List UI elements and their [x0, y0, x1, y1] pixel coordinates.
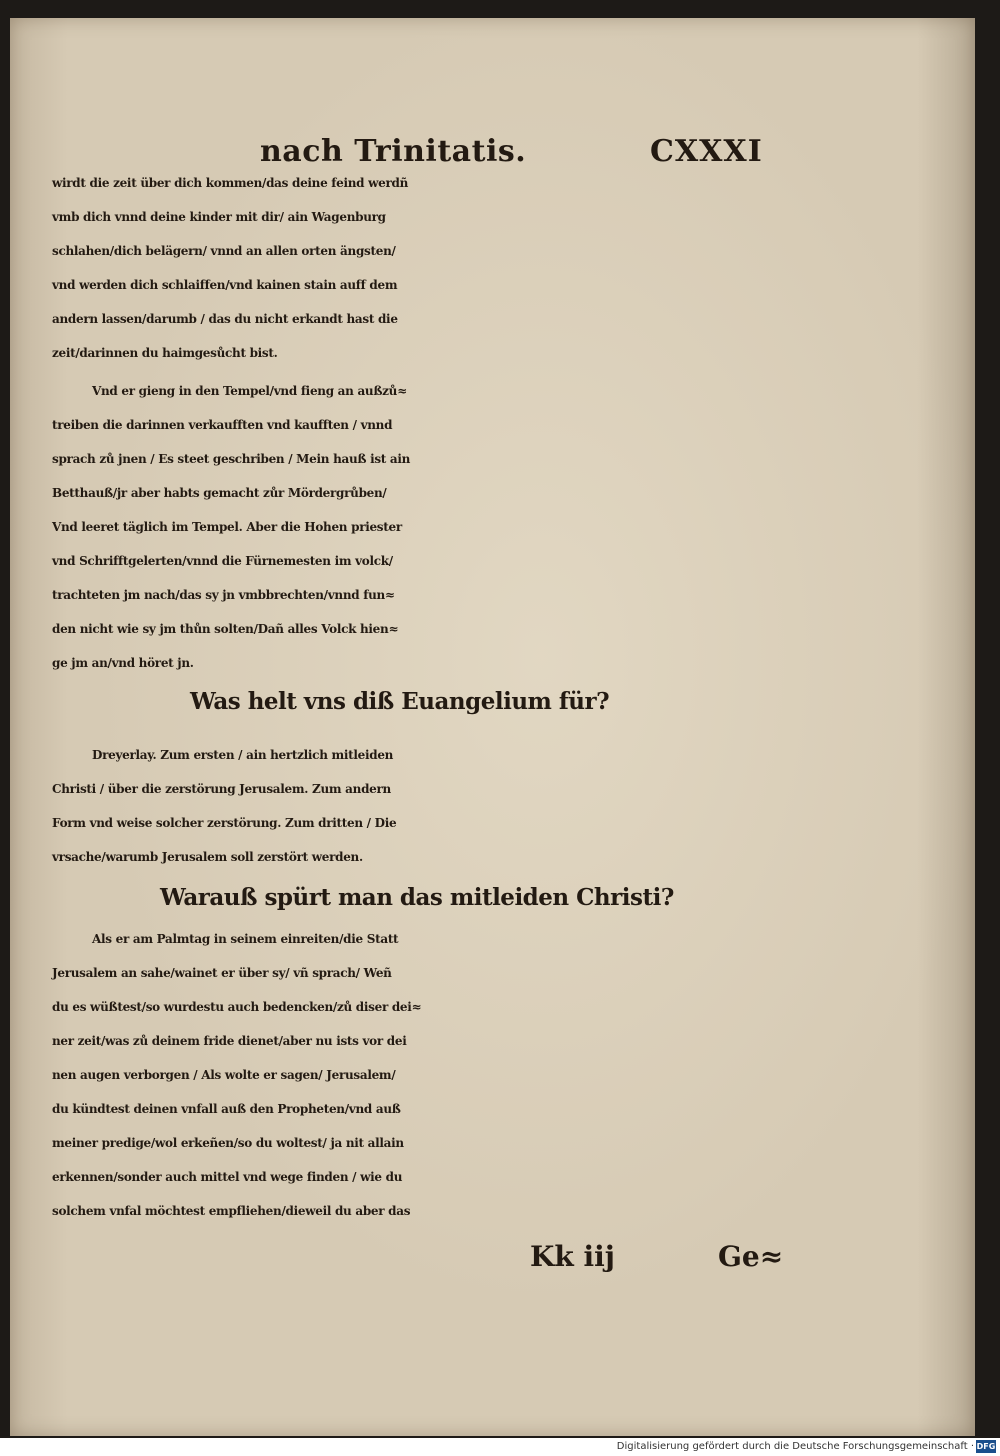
text-line: Vnd leeret täglich im Tempel. Aber die Hohen priester: [52, 520, 402, 534]
book-page-scan: [10, 18, 975, 1436]
text-line: ge jm an/vnd höret jn.: [52, 656, 194, 670]
text-line: du kündtest deinen vnfall auß den Propheten/vnd auß: [52, 1102, 401, 1116]
text-line: meiner predige/wol erkeñen/so du woltest/ ja nit allain: [52, 1136, 404, 1150]
text-line: treiben die darinnen verkaufften vnd kaufften / vnnd: [52, 418, 393, 432]
text-line: wirdt die zeit über dich kommen/das deine feind werdñ: [52, 176, 409, 190]
text-line: Christi / über die zerstörung Jerusalem. Zum andern: [52, 782, 391, 796]
folio-number: CXXXI: [650, 134, 763, 169]
running-title: nach Trinitatis.: [260, 134, 527, 169]
text-line: den nicht wie sy jm thůn solten/Dañ alles Volck hien≈: [52, 622, 399, 636]
section-heading: Warauß spürt man das mitleiden Christi?: [160, 884, 674, 911]
text-line: Dreyerlay. Zum ersten / ain hertzlich mitleiden: [92, 748, 394, 762]
signature-mark: Kk iij: [530, 1240, 615, 1273]
text-line: nen augen verborgen / Als wolte er sagen/ Jerusalem/: [52, 1068, 396, 1082]
text-line: du es wüßtest/so wurdestu auch bedencken/zů diser dei≈: [52, 1000, 422, 1014]
catchword: Ge≈: [718, 1240, 784, 1273]
dfg-logo-icon: DFG: [976, 1442, 996, 1451]
text-line: sprach zů jnen / Es steet geschriben / Mein hauß ist ain: [52, 452, 411, 466]
text-line: Vnd er gieng in den Tempel/vnd fieng an außzů≈: [92, 384, 407, 398]
text-line: vnd werden dich schlaiffen/vnd kainen stain auff dem: [52, 278, 398, 292]
text-line: Jerusalem an sahe/wainet er über sy/ vñ sprach/ Weñ: [52, 966, 392, 980]
text-line: trachteten jm nach/das sy jn vmbbrechten/vnnd fun≈: [52, 588, 395, 602]
text-line: vnd Schrifftgelerten/vnnd die Fürnemesten im volck/: [52, 554, 393, 568]
text-line: zeit/darinnen du haimgesůcht bist.: [52, 346, 278, 360]
text-line: vmb dich vnnd deine kinder mit dir/ ain Wagenburg: [52, 210, 386, 224]
section-heading: Was helt vns diß Euangelium für?: [190, 688, 610, 715]
text-line: Form vnd weise solcher zerstörung. Zum dritten / Die: [52, 816, 397, 830]
text-line: erkennen/sonder auch mittel vnd wege finden / wie du: [52, 1170, 403, 1184]
text-line: Betthauß/jr aber habts gemacht zůr Mördergrůben/: [52, 486, 387, 500]
text-line: ner zeit/was zů deinem fride dienet/aber nu ists vor dei: [52, 1034, 407, 1048]
text-line: vrsache/warumb Jerusalem soll zerstört werden.: [52, 850, 363, 864]
text-line: solchem vnfal möchtest empfliehen/dieweil du aber das: [52, 1204, 411, 1218]
text-line: schlahen/dich belägern/ vnnd an allen orten ängsten/: [52, 244, 396, 258]
funding-credit: Digitalisierung gefördert durch die Deutsche Forschungsgemeinschaft ·: [616, 1441, 974, 1452]
text-line: andern lassen/darumb / das du nicht erkandt hast die: [52, 312, 398, 326]
text-line: Als er am Palmtag in seinem einreiten/die Statt: [92, 932, 399, 946]
